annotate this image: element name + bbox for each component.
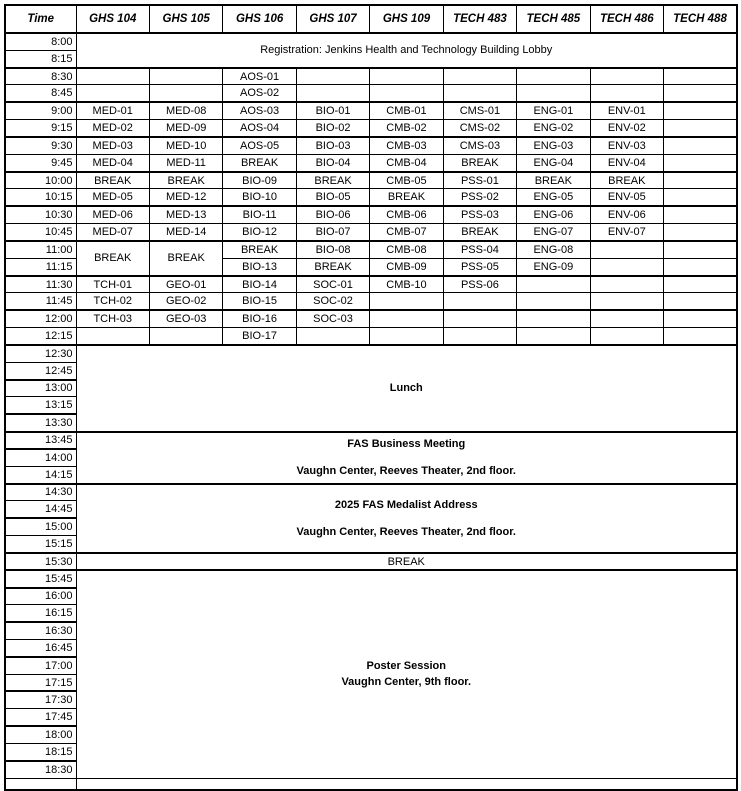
table-row [5,224,737,241]
session-cell: AOS-04 [223,120,296,137]
session-cell [664,102,738,119]
session-cell [664,328,738,345]
session-cell [76,68,149,85]
room-column-header: GHS 104 [76,5,149,33]
time-cell: 18:30 [5,761,76,778]
table-row [5,293,737,310]
session-cell: BIO-14 [223,276,296,293]
time-cell: 8:15 [5,50,76,67]
session-cell: CMS-03 [443,137,516,154]
session-cell: BIO-13 [223,258,296,275]
block-lines [77,44,737,56]
session-cell [590,85,663,102]
session-cell: TCH-01 [76,276,149,293]
session-cell: MED-03 [76,137,149,154]
time-cell: 17:15 [5,674,76,691]
session-cell: BREAK [443,154,516,171]
time-cell: 12:45 [5,362,76,379]
time-cell: 17:45 [5,709,76,726]
session-cell: BIO-07 [296,224,369,241]
session-cell: ENV-07 [590,224,663,241]
session-cell [664,241,738,258]
block-text: Poster Session [366,660,446,673]
block-text: Vaughn Center, 9th floor. [341,676,472,689]
session-cell [443,85,516,102]
room-column-header: GHS 107 [296,5,369,33]
table-row [5,120,737,137]
table-row [5,206,737,223]
session-cell [517,293,590,310]
session-cell: PSS-03 [443,206,516,223]
session-cell: GEO-02 [149,293,222,310]
session-cell: PSS-04 [443,241,516,258]
session-cell [149,85,222,102]
session-cell [296,68,369,85]
time-cell: 17:00 [5,657,76,674]
session-cell: ENG-08 [517,241,590,258]
session-cell: BIO-08 [296,241,369,258]
time-cell: 12:15 [5,328,76,345]
table-row [5,241,737,258]
time-cell: 14:30 [5,484,76,501]
session-cell: ENG-06 [517,206,590,223]
session-cell: BIO-02 [296,120,369,137]
session-cell [590,310,663,327]
afternoon-break-block [76,553,737,570]
session-cell: SOC-01 [296,276,369,293]
session-cell: BREAK [517,172,590,189]
session-cell: BIO-04 [296,154,369,171]
session-cell: AOS-01 [223,68,296,85]
time-cell: 15:30 [5,553,76,570]
session-cell [590,276,663,293]
session-cell: TCH-03 [76,310,149,327]
session-cell [443,68,516,85]
session-cell [664,137,738,154]
room-column-header: TECH 488 [664,5,738,33]
session-cell: BIO-03 [296,137,369,154]
room-column-header: TECH 483 [443,5,516,33]
session-cell: ENG-01 [517,102,590,119]
session-cell: BREAK [149,241,222,276]
room-column-header: GHS 106 [223,5,296,33]
session-cell: BIO-11 [223,206,296,223]
session-cell: CMB-03 [370,137,443,154]
empty-cell [76,778,737,790]
session-cell [443,328,516,345]
session-cell: BIO-01 [296,102,369,119]
room-column-header: GHS 105 [149,5,222,33]
session-cell: AOS-05 [223,137,296,154]
session-cell: PSS-05 [443,258,516,275]
session-cell: BIO-09 [223,172,296,189]
session-cell: CMB-07 [370,224,443,241]
session-cell: ENG-04 [517,154,590,171]
session-cell: AOS-02 [223,85,296,102]
session-cell [443,293,516,310]
block-lines [77,660,737,688]
session-cell: BREAK [590,172,663,189]
session-cell [664,206,738,223]
session-cell [664,120,738,137]
block-text: Lunch [389,382,423,395]
block-text: Vaughn Center, Reeves Theater, 2nd floor. [296,465,516,478]
session-cell: CMB-09 [370,258,443,275]
table-row [5,137,737,154]
block-lines [77,382,737,394]
session-cell: BIO-17 [223,328,296,345]
session-cell [370,293,443,310]
block-text: BREAK [387,555,425,568]
table-row [5,68,737,85]
session-cell: MED-13 [149,206,222,223]
block-lines [77,556,737,568]
time-cell: 8:45 [5,85,76,102]
schedule-body [5,33,737,790]
session-cell: BREAK [76,172,149,189]
session-cell: CMB-05 [370,172,443,189]
session-cell [590,258,663,275]
time-column-header: Time [5,5,76,33]
time-cell: 12:30 [5,345,76,362]
session-cell: MED-05 [76,189,149,206]
room-column-header: TECH 485 [517,5,590,33]
session-cell: CMB-02 [370,120,443,137]
poster-session-block [76,570,737,778]
session-cell [590,68,663,85]
time-cell: 18:15 [5,743,76,760]
session-cell [664,189,738,206]
time-cell: 8:00 [5,33,76,50]
session-cell [517,85,590,102]
session-cell [590,328,663,345]
table-row [5,189,737,206]
session-cell [370,68,443,85]
session-cell: SOC-03 [296,310,369,327]
time-cell: 14:00 [5,449,76,466]
time-cell: 10:15 [5,189,76,206]
session-cell [149,328,222,345]
table-row [5,102,737,119]
session-cell [664,258,738,275]
header-row [5,5,737,33]
table-row [5,33,737,50]
session-cell: ENV-03 [590,137,663,154]
time-cell: 13:00 [5,380,76,397]
session-cell [664,154,738,171]
table-row [5,85,737,102]
time-cell: 11:15 [5,258,76,275]
session-cell: MED-12 [149,189,222,206]
session-cell [296,328,369,345]
room-column-header: GHS 109 [370,5,443,33]
session-cell: BIO-16 [223,310,296,327]
session-cell: ENV-04 [590,154,663,171]
time-cell: 17:30 [5,691,76,708]
fas-medalist-address-block [76,484,737,553]
session-cell [590,241,663,258]
session-cell: CMB-01 [370,102,443,119]
time-cell: 9:30 [5,137,76,154]
session-cell [443,310,516,327]
time-cell [5,778,76,790]
table-row [5,484,737,501]
session-cell: SOC-02 [296,293,369,310]
time-cell: 10:30 [5,206,76,223]
session-cell: MED-07 [76,224,149,241]
session-cell: ENV-06 [590,206,663,223]
registration-block [76,33,737,68]
session-cell: AOS-03 [223,102,296,119]
session-cell: BREAK [443,224,516,241]
session-cell [664,68,738,85]
session-cell [76,85,149,102]
session-cell: BREAK [296,172,369,189]
time-cell: 10:45 [5,224,76,241]
time-cell: 15:15 [5,536,76,553]
block-text: 2025 FAS Medalist Address [334,498,478,511]
session-cell: ENV-01 [590,102,663,119]
table-row [5,345,737,362]
session-cell [76,328,149,345]
lunch-block [76,345,737,432]
time-cell: 10:00 [5,172,76,189]
session-cell: MED-01 [76,102,149,119]
session-cell: ENG-05 [517,189,590,206]
time-cell: 15:45 [5,570,76,587]
session-cell: PSS-01 [443,172,516,189]
session-cell [664,310,738,327]
time-cell: 13:30 [5,414,76,431]
session-cell [664,172,738,189]
fas-business-meeting-block [76,432,737,484]
block-lines [77,499,737,538]
time-cell: 18:00 [5,726,76,743]
session-cell: BREAK [296,258,369,275]
session-cell: CMB-04 [370,154,443,171]
time-cell: 9:00 [5,102,76,119]
session-cell: CMB-08 [370,241,443,258]
session-cell: CMB-06 [370,206,443,223]
time-cell: 11:30 [5,276,76,293]
session-cell [664,224,738,241]
session-cell [370,310,443,327]
session-cell: GEO-01 [149,276,222,293]
session-cell [517,328,590,345]
block-text: Vaughn Center, Reeves Theater, 2nd floor. [296,525,516,538]
block-lines [77,438,737,477]
table-row [5,570,737,587]
session-cell: CMS-02 [443,120,516,137]
session-cell: CMB-10 [370,276,443,293]
session-cell: ENV-05 [590,189,663,206]
time-cell: 9:45 [5,154,76,171]
session-cell [517,68,590,85]
table-row [5,154,737,171]
session-cell [517,310,590,327]
session-cell: MED-08 [149,102,222,119]
table-row [5,328,737,345]
time-cell: 11:00 [5,241,76,258]
session-cell [149,68,222,85]
schedule-table [4,4,738,791]
schedule-header [5,5,737,33]
session-cell: MED-11 [149,154,222,171]
time-cell: 15:00 [5,518,76,535]
table-row [5,310,737,327]
session-cell: MED-10 [149,137,222,154]
session-cell: ENG-03 [517,137,590,154]
session-cell: MED-06 [76,206,149,223]
session-cell [590,293,663,310]
table-row [5,172,737,189]
cropped-row [5,778,737,790]
session-cell: BREAK [76,241,149,276]
time-cell: 16:45 [5,639,76,656]
session-cell [517,276,590,293]
session-cell: BIO-10 [223,189,296,206]
time-cell: 16:30 [5,622,76,639]
session-cell: ENV-02 [590,120,663,137]
session-cell: MED-14 [149,224,222,241]
time-cell: 11:45 [5,293,76,310]
session-cell: BREAK [370,189,443,206]
session-cell: BIO-12 [223,224,296,241]
session-cell: TCH-02 [76,293,149,310]
block-text: Registration: Jenkins Health and Technology Building Lobby [260,44,553,57]
session-cell [664,276,738,293]
session-cell: MED-09 [149,120,222,137]
time-cell: 14:45 [5,501,76,518]
session-cell: MED-02 [76,120,149,137]
time-cell: 14:15 [5,466,76,483]
session-cell: MED-04 [76,154,149,171]
session-cell: BREAK [223,241,296,258]
session-cell: ENG-07 [517,224,590,241]
session-cell [664,293,738,310]
session-cell: BIO-05 [296,189,369,206]
session-cell [664,85,738,102]
session-cell [370,85,443,102]
room-column-header: TECH 486 [590,5,663,33]
time-cell: 16:15 [5,605,76,622]
session-cell: BREAK [149,172,222,189]
table-row [5,276,737,293]
session-cell [296,85,369,102]
time-cell: 16:00 [5,588,76,605]
session-cell: PSS-06 [443,276,516,293]
session-cell: GEO-03 [149,310,222,327]
time-cell: 9:15 [5,120,76,137]
session-cell: BIO-06 [296,206,369,223]
session-cell: CMS-01 [443,102,516,119]
time-cell: 13:45 [5,432,76,449]
time-cell: 8:30 [5,68,76,85]
session-cell: PSS-02 [443,189,516,206]
table-row [5,553,737,570]
session-cell: BIO-15 [223,293,296,310]
session-cell: ENG-02 [517,120,590,137]
session-cell: BREAK [223,154,296,171]
table-row [5,432,737,449]
session-cell [370,328,443,345]
block-text: FAS Business Meeting [347,438,466,451]
time-cell: 13:15 [5,397,76,414]
session-cell: ENG-09 [517,258,590,275]
time-cell: 12:00 [5,310,76,327]
